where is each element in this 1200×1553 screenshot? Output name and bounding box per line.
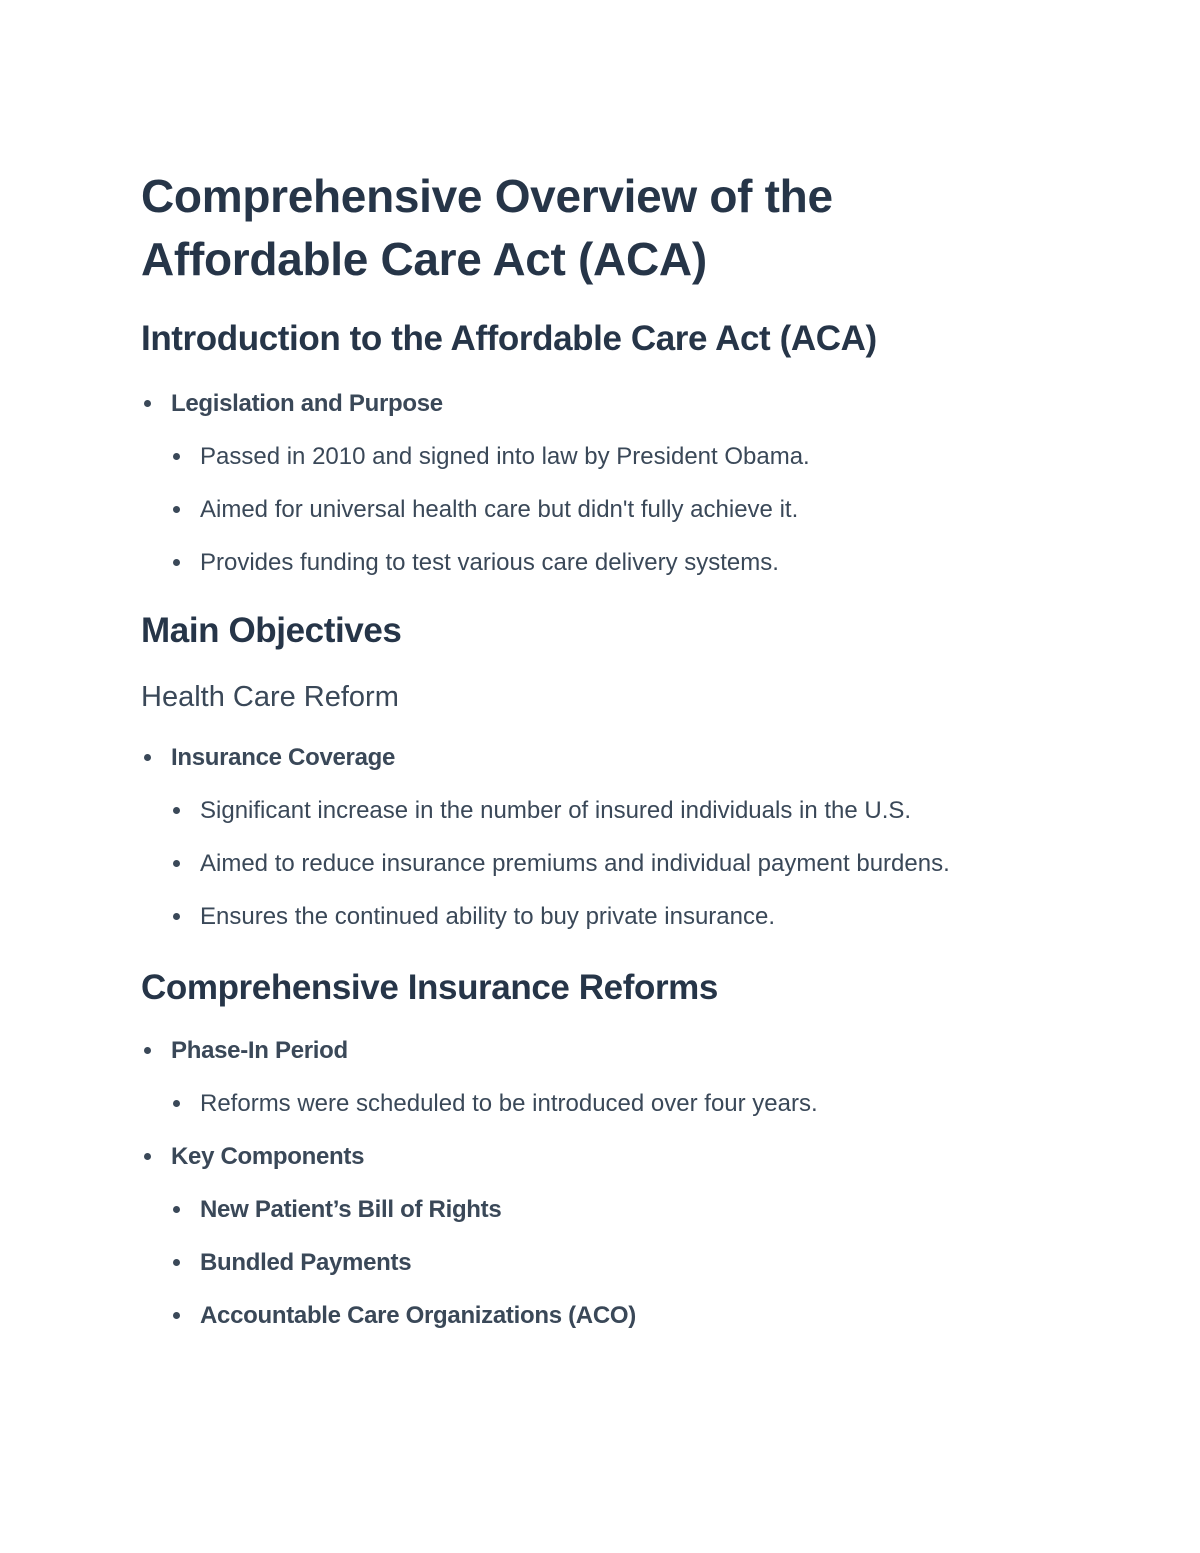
bullet-icon [173,559,180,566]
bullet-icon [173,860,180,867]
bullet-icon [173,1259,180,1266]
bullet-icon [173,1312,180,1319]
list-item-label: Key Components [171,1143,365,1170]
list-item-text: Accountable Care Organizations (ACO) [200,1302,636,1329]
list-item-text: Aimed to reduce insurance premiums and individual payment burdens. [200,850,950,877]
list-item-text: Ensures the continued ability to buy private insurance. [200,903,776,930]
document-title: Comprehensive Overview of the Affordable Care Act (ACA) [141,170,833,285]
list-item-label: Insurance Coverage [171,744,396,771]
subsection-heading-health-care-reform: Health Care Reform [141,681,399,713]
list-item-label: Legislation and Purpose [171,390,443,417]
list-item [141,490,1061,530]
list-item [141,1137,1061,1177]
list-item [141,1031,1061,1071]
objectives-list [141,738,1061,937]
list-item [141,1296,1061,1336]
document-page [141,165,1061,1336]
bullet-icon [144,754,151,761]
bullet-icon [173,1100,180,1107]
list-item [141,1190,1061,1230]
bullet-icon [144,400,151,407]
bullet-icon [173,453,180,460]
list-item-text: Significant increase in the number of insured individuals in the U.S. [200,797,912,824]
list-item-text: Aimed for universal health care but didn't fully achieve it. [200,496,799,523]
introduction-list [141,384,1061,583]
list-item [141,384,1061,424]
list-item-text: Provides funding to test various care delivery systems. [200,549,779,576]
reforms-list [141,1031,1061,1336]
list-item-label: Phase-In Period [171,1037,348,1064]
bullet-icon [144,1047,151,1054]
bullet-icon [173,807,180,814]
list-item [141,791,1061,831]
list-item [141,543,1061,583]
section-heading-introduction: Introduction to the Affordable Care Act (ACA) [141,319,877,358]
list-item [141,1243,1061,1283]
list-item-text: Bundled Payments [200,1249,412,1276]
list-item [141,897,1061,937]
bullet-icon [173,506,180,513]
list-item [141,738,1061,778]
list-item [141,844,960,884]
list-item [141,437,1061,477]
list-item [141,1084,1061,1124]
bullet-icon [173,1206,180,1213]
list-item-text: Reforms were scheduled to be introduced over four years. [200,1090,818,1117]
section-heading-insurance-reforms: Comprehensive Insurance Reforms [141,968,718,1007]
list-item-text: Passed in 2010 and signed into law by President Obama. [200,443,810,470]
section-heading-main-objectives: Main Objectives [141,611,402,650]
bullet-icon [173,913,180,920]
bullet-icon [144,1153,151,1160]
list-item-text: New Patient’s Bill of Rights [200,1196,502,1223]
